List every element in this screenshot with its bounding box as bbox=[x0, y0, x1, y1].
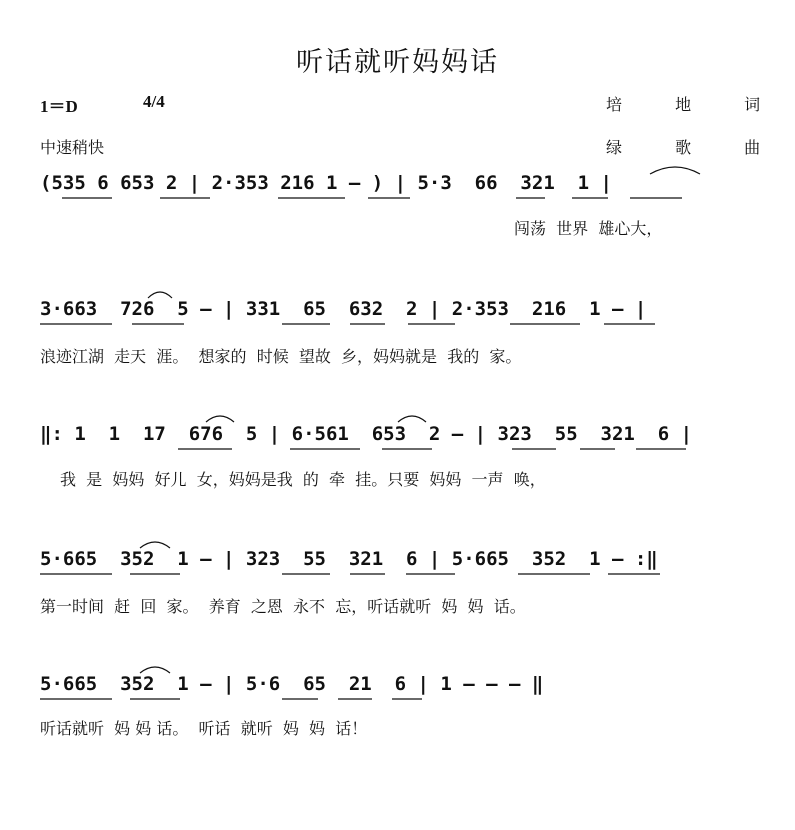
tempo-marking: 中速稍快 bbox=[40, 138, 105, 157]
staff-line-5-notes: 5·665 352 1 – | 5·6 65 21 6 | 1 – – – ‖ bbox=[40, 673, 544, 695]
staff-line-1-lyrics: 闯荡 世界 雄心大， bbox=[514, 219, 663, 238]
composer-credit: 绿 歌 曲 bbox=[606, 138, 785, 157]
song-title: 听话就听妈妈话 bbox=[296, 47, 499, 78]
staff-line-4-notes: 5·665 352 1 – | 323 55 321 6 | 5·665 352 1 – :‖ bbox=[40, 548, 658, 570]
lyricist-credit: 培 地 词 bbox=[606, 95, 785, 114]
slur-mark bbox=[148, 292, 172, 298]
key-signature: 1＝D bbox=[40, 97, 78, 116]
slur-mark bbox=[650, 167, 700, 174]
staff-line-4-lyrics: 第一时间 赶 回 家。 养育 之恩 永不 忘，听话就听 妈 妈 话。 bbox=[40, 597, 526, 616]
staff-line-2-notes: 3·663 726 5 – | 331 65 632 2 | 2·353 216 1 – | bbox=[40, 298, 647, 320]
time-signature: 4/4 bbox=[143, 92, 165, 111]
staff-line-3-notes: ‖: 1 1 17 676 5 | 6·561 653 2 – | 323 55 321 6 | bbox=[40, 423, 693, 445]
slur-mark bbox=[140, 542, 170, 548]
staff-line-1-notes: (535 6 653 2 | 2·353 216 1 – ) | 5·3 66 321 1 | bbox=[40, 172, 612, 194]
staff-line-3-lyrics: 我 是 妈妈 好儿 女，妈妈是我 的 牵 挂。只要 妈妈 一声 唤， bbox=[60, 470, 546, 489]
slur-mark bbox=[398, 416, 426, 422]
staff-line-5-lyrics: 听话就听 妈 妈 话。 听话 就听 妈 妈 话！ bbox=[40, 719, 368, 738]
staff-line-2-lyrics: 浪迹江湖 走天 涯。 想家的 时候 望故 乡，妈妈就是 我的 家。 bbox=[40, 347, 522, 366]
slur-mark bbox=[140, 667, 170, 673]
slur-mark bbox=[206, 416, 234, 422]
